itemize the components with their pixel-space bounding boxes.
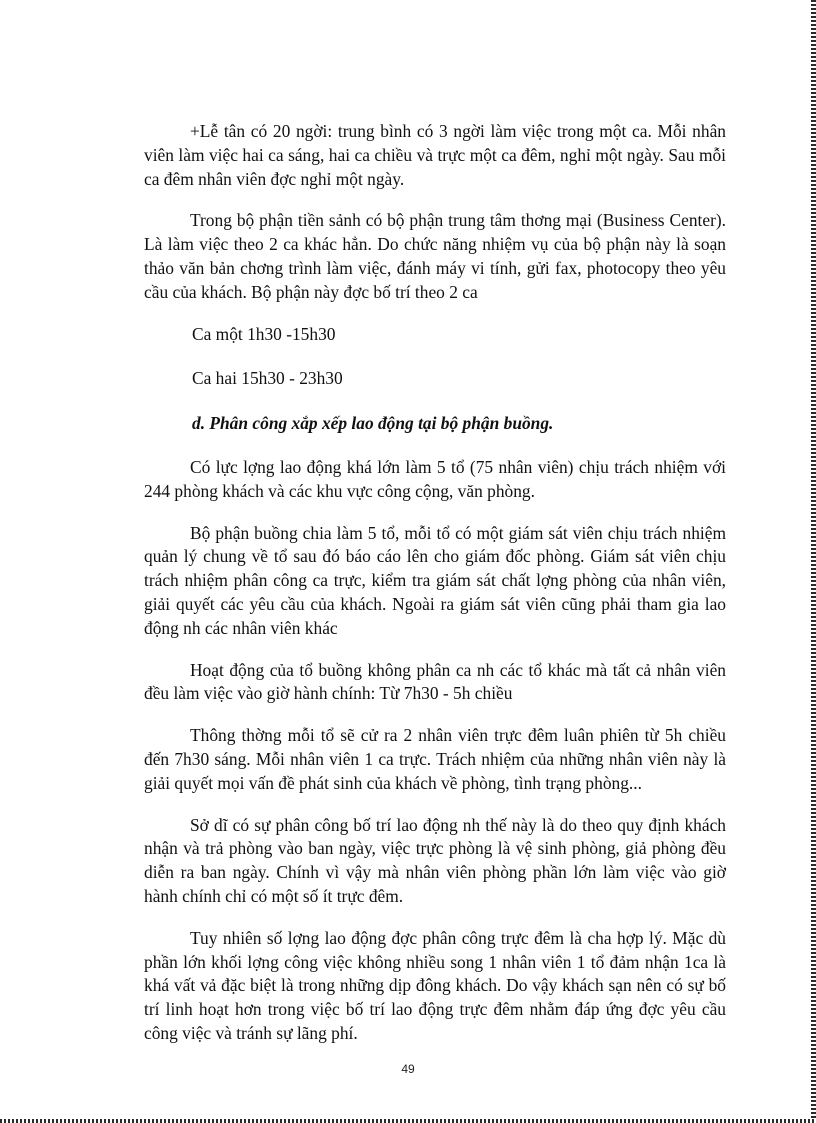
paragraph-recommendation: Tuy nhiên số lợng lao động đợc phân công trực đêm là cha hợp lý. Mặc dù phần lớn khối lợng công việc không nhiều song 1 nhân viên 1 tổ đảm nhận 1ca là khá vất vả đặc biệt là trong những dịp đông khách. Do vậy khách sạn nên có sự bố trí linh hoạt hơn trong việc bố trí lao động trực đêm nhằm đáp ứng đợc yêu cầu công việc và tránh sự lãng phí. [144, 927, 726, 1043]
shift-one-line: Ca một 1h30 -15h30 [192, 323, 336, 344]
page-number: 49 [401, 1062, 415, 1076]
paragraph-reception-staff: +Lễ tân có 20 ngời: trung bình có 3 ngời làm việc trong một ca. Mỗi nhân viên làm việc hai ca sáng, hai ca chiều và trực một ca đêm, nghỉ một ngày. Sau mỗi ca đêm nhân viên đợc nghỉ một ngày. [144, 121, 726, 189]
section-heading: d. Phân công xắp xếp lao động tại bộ phận buồng. [192, 413, 554, 434]
paragraph-reason: Sở dĩ có sự phân công bố trí lao động nh thế này là do theo quy định khách nhận và trả phòng vào ban ngày, việc trực phòng là vệ sinh phòng, giả phòng đều diễn ra ban ngày. Chính vì vậy mà nhân viên phòng phần lớn làm việc vào giờ hành chính chỉ có một số ít trực đêm. [144, 814, 726, 906]
page-border-right [811, 0, 816, 1123]
document-body [144, 120, 726, 1064]
paragraph-working-hours: Hoạt động của tổ buồng không phân ca nh các tổ khác mà tất cả nhân viên đều làm việc vào giờ hành chính: Từ 7h30 - 5h chiều [144, 659, 726, 704]
paragraph-night-shift: Thông thờng mỗi tổ sẽ cử ra 2 nhân viên trực đêm luân phiên từ 5h chiều đến 7h30 sáng. Mỗi nhân viên 1 ca trực. Trách nhiệm của những nhân viên này là giải quyết mọi vấn đề phát sinh của khách về phòng, tình trạng phòng... [144, 725, 726, 793]
paragraph-business-center: Trong bộ phận tiền sảnh có bộ phận trung tâm thơng mại (Business Center). Là làm việc theo 2 ca khác hẳn. Do chức năng nhiệm vụ của bộ phận này là soạn thảo văn bản chơng trình làm việc, đánh máy vi tính, gửi fax, photocopy theo yêu cầu của khách. Bộ phận này đợc bố trí theo 2 ca [144, 210, 726, 302]
paragraph-housekeeping-teams: Bộ phận buồng chia làm 5 tổ, mỗi tổ có một giám sát viên chịu trách nhiệm quản lý chung về tổ sau đó báo cáo lên cho giám đốc phòng. Giám sát viên chịu trách nhiệm phân công ca trực, kiểm tra giám sát chất lợng phòng của nhân viên, giải quyết các yêu cầu của khách. Ngoài ra giám sát viên cũng phải tham gia lao động nh các nhân viên khác [144, 522, 726, 638]
paragraph-housekeeping-workforce: Có lực lợng lao động khá lớn làm 5 tổ (75 nhân viên) chịu trách nhiệm với 244 phòng khách và các khu vực công cộng, văn phòng. [144, 456, 726, 501]
shift-two-line: Ca hai 15h30 - 23h30 [192, 368, 343, 389]
page-border-bottom [0, 1119, 816, 1123]
